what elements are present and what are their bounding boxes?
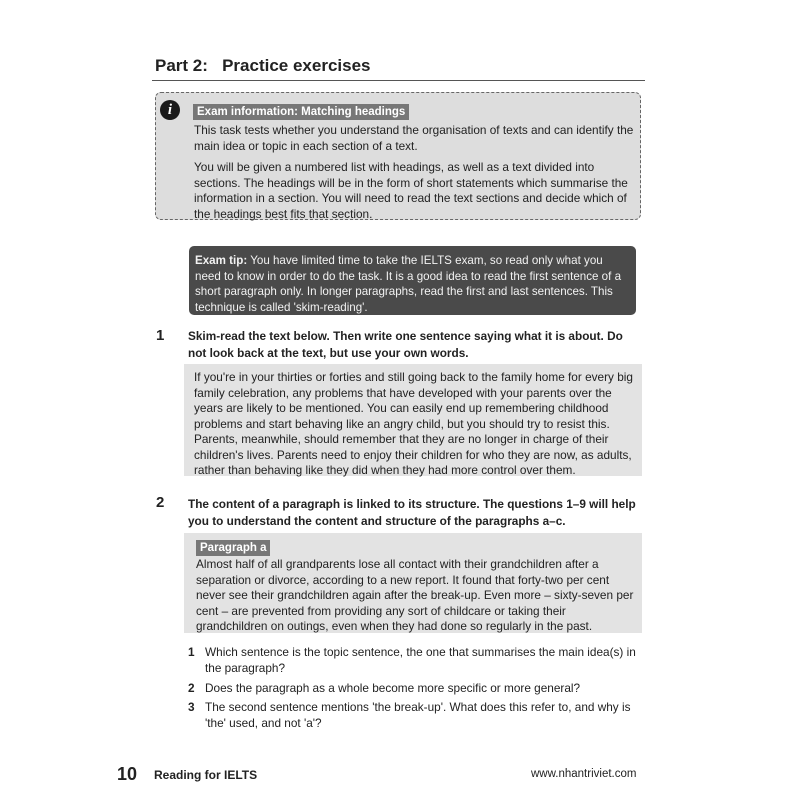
paragraph-a-passage: Almost half of all grandparents lose all contact with their grandchildren after a separation or divorce, according to a new report. It found that forty-two per cent never see their grandchildren again after the break-up. Even more – sixty-seven per cent – are prevented from providing any sort of childcare or taking their grandchildren on outings, even when they had done so regularly in the past. — [184, 533, 642, 633]
paragraph-label: Paragraph a — [196, 540, 270, 556]
sub-question-text: The second sentence mentions 'the break-up'. What does this refer to, and why is 'the' used, and not 'a'? — [205, 700, 631, 730]
website-url: www.nhantriviet.com — [531, 768, 637, 780]
reading-passage: If you're in your thirties or forties and still going back to the family home for every big family celebration, any problems that have developed with your parents over the years are likely to be mentioned. You can easily end up remembering childhood problems and start behaving like an angry child, but you should try to resist this. Parents, meanwhile, should remember that they are no longer in charge of their children's lives. Parents need to enjoy their children for who they are now, as adults, rather than behaving like they did when they had more control over them. — [184, 364, 642, 476]
question-number: 2 — [156, 494, 165, 511]
exam-info-paragraph: This task tests whether you understand the organisation of texts and can identify the main idea or topic in each section of a text. — [194, 123, 634, 153]
question-number: 1 — [156, 327, 165, 344]
title-divider — [152, 80, 645, 81]
sub-question — [188, 644, 648, 676]
exam-tip-box — [189, 246, 636, 315]
sub-question — [188, 699, 648, 731]
sub-question — [188, 680, 648, 696]
sub-question-number: 2 — [188, 681, 195, 695]
page-number: 10 — [117, 764, 138, 784]
page-title: Part 2: Practice exercises — [155, 56, 371, 75]
sub-question-text: Which sentence is the topic sentence, the one that summarises the main idea(s) in the paragraph? — [205, 645, 636, 675]
question-instruction: The content of a paragraph is linked to its structure. The questions 1–9 will help you to understand the content and structure of the paragraphs a–c. — [188, 497, 636, 528]
sub-question-number: 3 — [188, 700, 195, 714]
sub-question-text: Does the paragraph as a whole become more specific or more general? — [205, 681, 581, 695]
exam-tip-label: Exam tip: — [195, 254, 248, 267]
exam-tip-text: You have limited time to take the IELTS exam, so read only what you need to know in order to do the task. It is a good idea to read the first sentence of a short paragraph only. In longer paragraphs, read the first and last sentences. This technique is called 'skim-reading'. — [195, 254, 622, 314]
exam-info-paragraph: You will be given a numbered list with headings, as well as a text divided into sections. The headings will be in the form of short statements which summarise the information in a section. You will need to read the text sections and decide which of the headings best fits that section. — [194, 160, 628, 221]
exam-info-label: Exam information: Matching headings — [193, 104, 409, 120]
book-title: Reading for IELTS — [154, 768, 258, 782]
question-instruction: Skim-read the text below. Then write one sentence saying what it is about. Do not look back at the text, but use your own words. — [188, 329, 623, 360]
info-icon: i — [160, 100, 180, 120]
sub-question-number: 1 — [188, 645, 195, 659]
